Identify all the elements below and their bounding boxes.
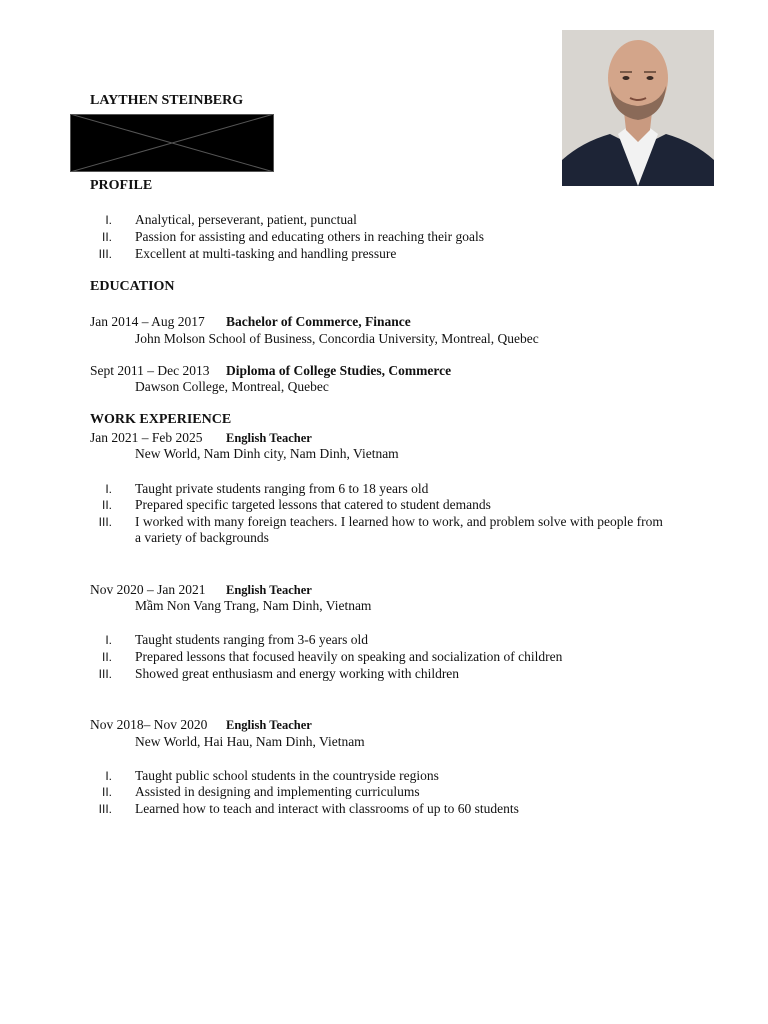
- section-heading-profile: PROFILE: [90, 178, 153, 193]
- list-numeral: II.: [101, 650, 112, 664]
- list-item: Passion for assisting and educating others in reaching their goals: [135, 229, 485, 244]
- education-institution: John Molson School of Business, Concordia University, Montreal, Quebec: [135, 331, 539, 346]
- profile-photo: [562, 30, 714, 186]
- list-numeral: I.: [105, 769, 112, 783]
- education-dates: Jan 2014 – Aug 2017: [90, 314, 205, 329]
- list-numeral: II.: [101, 230, 112, 244]
- list-numeral: I.: [105, 213, 112, 227]
- list-numeral: I.: [105, 633, 112, 647]
- job-place: Mầm Non Vang Trang, Nam Dinh, Vietnam: [135, 598, 372, 613]
- list-item: I worked with many foreign teachers. I learned how to work, and problem solve with people from: [135, 514, 663, 529]
- education-dates: Sept 2011 – Dec 2013: [90, 363, 210, 378]
- list-numeral: II.: [101, 785, 112, 799]
- list-item-continuation: a variety of backgrounds: [135, 530, 269, 545]
- job-place: New World, Nam Dinh city, Nam Dinh, Vietnam: [135, 446, 399, 461]
- list-numeral: III.: [98, 667, 112, 681]
- list-item: Taught private students ranging from 6 to 18 years old: [135, 481, 429, 496]
- job-dates: Nov 2020 – Jan 2021: [90, 582, 206, 597]
- list-item: Assisted in designing and implementing curriculums: [135, 784, 420, 799]
- list-item: Taught students ranging from 3-6 years old: [135, 632, 369, 647]
- job-dates: Jan 2021 – Feb 2025: [90, 430, 203, 445]
- list-numeral: III.: [98, 802, 112, 816]
- job-title: English Teacher: [226, 583, 312, 597]
- list-numeral: I.: [105, 482, 112, 496]
- job-place: New World, Hai Hau, Nam Dinh, Vietnam: [135, 734, 365, 749]
- list-numeral: II.: [101, 498, 112, 512]
- list-item: Excellent at multi-tasking and handling pressure: [135, 246, 397, 261]
- list-item: Showed great enthusiasm and energy working with children: [135, 666, 460, 681]
- list-item: Prepared lessons that focused heavily on speaking and socialization of children: [135, 649, 563, 664]
- candidate-name: LAYTHEN STEINBERG: [90, 93, 244, 108]
- list-item: Analytical, perseverant, patient, punctual: [135, 212, 357, 227]
- list-numeral: III.: [98, 247, 112, 261]
- education-degree: Diploma of College Studies, Commerce: [226, 363, 452, 378]
- job-dates: Nov 2018– Nov 2020: [90, 717, 208, 732]
- section-heading-education: EDUCATION: [90, 279, 175, 294]
- list-numeral: III.: [98, 515, 112, 529]
- education-degree: Bachelor of Commerce, Finance: [226, 314, 411, 329]
- job-title: English Teacher: [226, 431, 312, 445]
- education-institution: Dawson College, Montreal, Quebec: [135, 379, 329, 394]
- list-item: Prepared specific targeted lessons that catered to student demands: [135, 497, 491, 512]
- job-title: English Teacher: [226, 718, 312, 732]
- redacted-block: [70, 114, 274, 172]
- list-item: Taught public school students in the countryside regions: [135, 768, 439, 783]
- section-heading-work-experience: WORK EXPERIENCE: [90, 412, 232, 427]
- list-item: Learned how to teach and interact with classrooms of up to 60 students: [135, 801, 519, 816]
